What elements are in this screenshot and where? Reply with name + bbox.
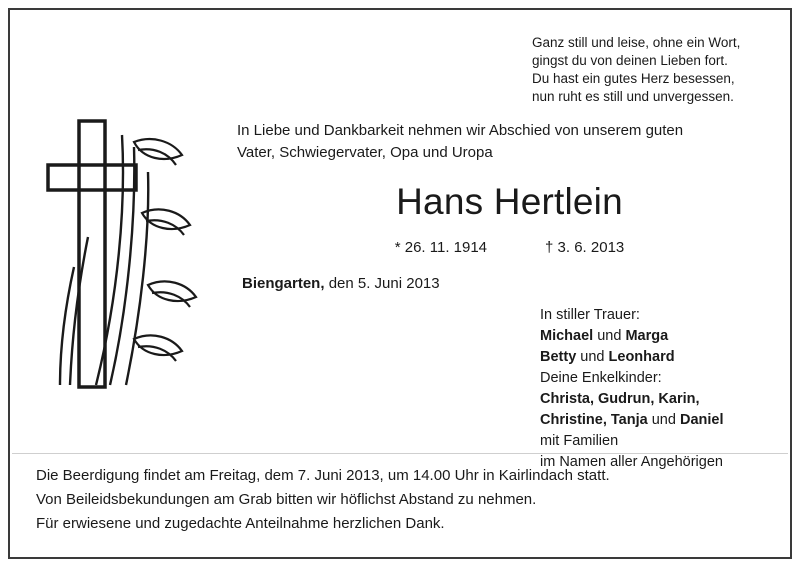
with-families-line: mit Familien <box>540 433 619 449</box>
grandchildren-names-2: Christine, Tanja <box>540 412 648 428</box>
footer-line-1: Die Beerdigung findet am Freitag, dem 7. Juni 2013, um 14.00 Uhr in Kairlindach statt. <box>36 467 610 484</box>
mourners-heading: In stiller Trauer: <box>540 307 640 323</box>
conjunction-1: und <box>597 328 622 344</box>
conjunction-3: und <box>651 412 676 428</box>
mourner-marga: Marga <box>625 328 669 344</box>
verse-line-1: Ganz still und leise, ohne ein Wort, <box>532 35 741 50</box>
birth-date: * 26. 11. 1914 <box>394 239 488 256</box>
intro-line-2: Vater, Schwiegervater, Opa und Uropa <box>237 144 493 161</box>
mourner-michael: Michael <box>540 328 594 344</box>
cross-with-wheat-icon <box>30 117 215 392</box>
mourner-betty: Betty <box>540 349 577 365</box>
grandchildren-label: Deine Enkelkinder: <box>540 370 662 386</box>
place-town: Biengarten, <box>242 275 325 292</box>
mourners-block <box>540 305 790 473</box>
mourners-line-2 <box>540 347 790 368</box>
verse-line-4: nun ruht es still und unvergessen. <box>532 89 734 104</box>
footer-line-3: Für erwiesene und zugedachte Anteilnahme herzlichen Dank. <box>36 515 445 532</box>
mourners-line-1 <box>540 326 790 347</box>
mourner-leonhard: Leonhard <box>608 349 675 365</box>
deceased-name: Hans Hertlein <box>396 181 623 222</box>
conjunction-2: und <box>580 349 605 365</box>
intro-text <box>237 120 782 164</box>
divider <box>12 453 788 454</box>
footer-line-2: Von Beileidsbekundungen am Grab bitten wir höflichst Abstand zu nehmen. <box>36 491 537 508</box>
verse-line-3: Du hast ein gutes Herz besessen, <box>532 71 735 86</box>
footer-block <box>36 464 772 536</box>
place-line <box>242 275 440 292</box>
grandchild-daniel: Daniel <box>679 412 724 428</box>
deceased-dates <box>237 239 782 256</box>
on-behalf-line: im Namen aller Angehörigen <box>540 454 723 470</box>
intro-line-1: In Liebe und Dankbarkeit nehmen wir Abschied von unserem guten <box>237 122 684 139</box>
obituary-notice <box>12 12 788 555</box>
grandchildren-line-2 <box>540 410 790 431</box>
grandchildren-line-1: Christa, Gudrun, Karin, <box>540 391 700 407</box>
verse-block <box>532 34 782 106</box>
place-date: den 5. Juni 2013 <box>328 275 440 292</box>
verse-line-2: gingst du von deinen Lieben fort. <box>532 53 728 68</box>
death-date: † 3. 6. 2013 <box>545 239 625 256</box>
